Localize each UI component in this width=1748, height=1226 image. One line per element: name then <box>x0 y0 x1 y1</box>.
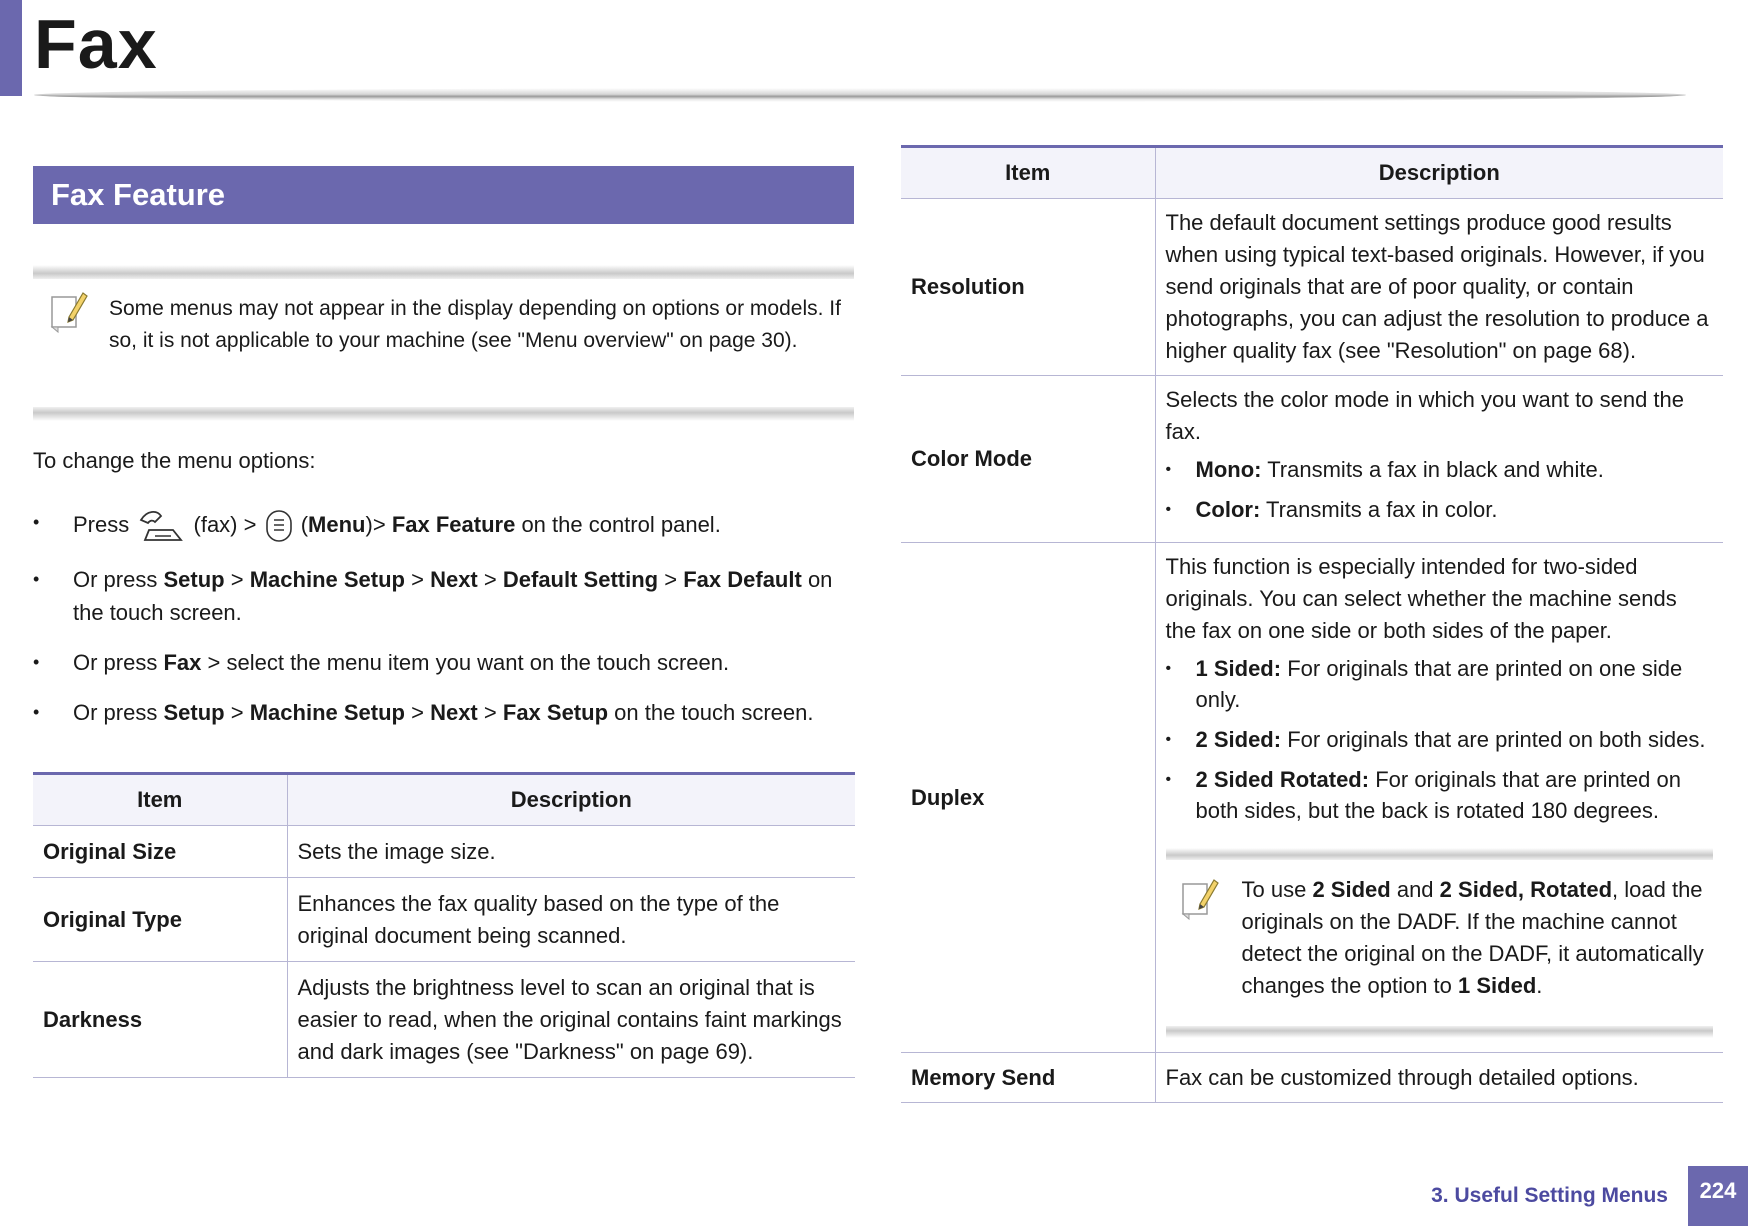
note-part: . <box>1536 973 1543 998</box>
text-sep: > <box>230 700 244 725</box>
option-label: Mono: <box>1195 457 1262 482</box>
table-row-resolution <box>901 199 1723 376</box>
list-item <box>33 506 863 546</box>
table-header-row <box>33 774 855 826</box>
fax-feature-table-right <box>901 145 1723 1103</box>
option-text: For originals that are printed on one side only. <box>1195 656 1683 712</box>
duplex-note-text <box>1242 874 1722 1002</box>
title-divider <box>34 88 1686 102</box>
table-row <box>33 962 855 1078</box>
row-item: Memory Send <box>901 1053 1155 1103</box>
text-tail: on the touch screen. <box>73 567 833 625</box>
text-sep: > <box>664 567 678 592</box>
column-header-item: Item <box>901 147 1155 199</box>
row-item: Resolution <box>901 199 1155 376</box>
text-sep: > <box>411 700 424 725</box>
note-box <box>33 265 854 421</box>
text-machine-setup: Machine Setup <box>249 700 405 725</box>
note-bold: 1 Sided <box>1458 973 1537 998</box>
table-row <box>33 878 855 962</box>
option-label: 2 Sided: <box>1195 727 1282 752</box>
option-label: 1 Sided: <box>1195 656 1282 681</box>
row-description: Adjusts the brightness level to scan an original that is easier to read, when the original contains faint markings and dark images (see "Darkness" on page 69). <box>287 962 855 1078</box>
list-item <box>1166 454 1714 485</box>
table-header-row <box>901 147 1723 199</box>
row-item: Original Size <box>33 826 287 878</box>
list-item <box>33 646 863 679</box>
text-lead: Or press <box>73 567 158 592</box>
option-label: Color: <box>1195 497 1261 522</box>
column-header-item: Item <box>33 774 287 826</box>
duplex-options <box>1166 653 1714 826</box>
table-row-memory-send <box>901 1053 1723 1103</box>
text-sep: > <box>483 700 497 725</box>
text-next: Next <box>430 567 478 592</box>
row-item: Original Type <box>33 878 287 962</box>
text-paren: ( <box>300 511 309 537</box>
row-item: Darkness <box>33 962 287 1078</box>
text-default-setting: Default Setting <box>502 567 659 592</box>
intro-text: To change the menu options: <box>33 448 316 473</box>
text-next: Next <box>430 700 478 725</box>
option-text: For originals that are printed on both sides. <box>1287 727 1706 752</box>
list-item <box>1166 494 1714 525</box>
list-item <box>1166 653 1714 715</box>
option-label: 2 Sided Rotated: <box>1195 767 1370 792</box>
footer-chapter: 3. Useful Setting Menus <box>1431 1184 1668 1207</box>
table-row-duplex <box>901 543 1723 1053</box>
text-tail: on the control panel. <box>521 511 721 537</box>
text-fax: (fax) > <box>193 511 257 537</box>
page-title: Fax <box>34 5 158 83</box>
column-header-description: Description <box>287 774 855 826</box>
text-sep: > <box>230 567 244 592</box>
note-divider-top <box>33 265 854 279</box>
row-description: The default document settings produce good results when using typical text-based originals. However, if you send originals that are of poor quality, or contain photographs, you can adjust the resolution to produce a higher quality fax (see "Resolution" on page 68). <box>1155 199 1723 376</box>
note-divider-top <box>1166 848 1714 860</box>
text-press: Press <box>73 511 130 537</box>
note-pencil-icon <box>49 289 89 335</box>
option-text: Transmits a fax in black and white. <box>1267 457 1604 482</box>
note-bold: 2 Sided <box>1312 877 1391 902</box>
duplex-note-box <box>1166 848 1714 1038</box>
instruction-list <box>33 506 863 746</box>
text-menu: Menu <box>308 511 366 537</box>
option-text: For originals that are printed on both sides, but the back is rotated 180 degrees. <box>1195 767 1681 823</box>
text-paren-close: )> <box>365 511 386 537</box>
note-part: and <box>1396 877 1434 902</box>
row-item: Duplex <box>901 543 1155 1053</box>
row-item: Color Mode <box>901 376 1155 543</box>
color-mode-description: Selects the color mode in which you want to send the fax. <box>1165 387 1685 444</box>
note-part: To use <box>1241 877 1307 902</box>
color-mode-options <box>1166 454 1714 525</box>
text-setup: Setup <box>163 567 225 592</box>
duplex-description: This function is especially intended for two-sided originals. You can select whether the machine sends the fax on one side or both sides of the paper. <box>1165 554 1677 643</box>
text-fax-feature: Fax Feature <box>391 511 516 537</box>
text-machine-setup: Machine Setup <box>249 567 405 592</box>
note-divider-bottom <box>33 407 854 421</box>
page-number: 224 <box>1688 1166 1748 1226</box>
row-description: Fax can be customized through detailed options. <box>1155 1053 1723 1103</box>
text-setup: Setup <box>163 700 225 725</box>
note-part: , load the originals on the DADF. If the machine cannot detect the original on the DADF, it automatically changes the option to <box>1241 877 1704 998</box>
text-fax-default: Fax Default <box>683 567 802 592</box>
option-text: Transmits a fax in color. <box>1265 497 1498 522</box>
text-tail: > select the menu item you want on the touch screen. <box>207 650 730 675</box>
page-footer <box>1431 1166 1748 1226</box>
text-fax-setup: Fax Setup <box>502 700 609 725</box>
list-item <box>1166 724 1714 755</box>
text-fax: Fax <box>163 650 202 675</box>
note-pencil-icon <box>1180 876 1220 922</box>
list-item <box>33 696 863 729</box>
fax-feature-table-left <box>33 772 855 1078</box>
note-divider-bottom <box>1166 1026 1714 1038</box>
menu-icon <box>263 508 295 544</box>
note-text: Some menus may not appear in the display depending on options or models. If so, it is not applicable to your machine (see "Menu overview" on page 30). <box>109 297 841 352</box>
text-sep: > <box>411 567 424 592</box>
header-accent-bar <box>0 0 22 96</box>
table-row <box>33 826 855 878</box>
section-heading: Fax Feature <box>33 166 854 224</box>
fax-icon <box>135 506 187 546</box>
list-item <box>33 563 863 629</box>
text-tail: on the touch screen. <box>614 700 814 725</box>
row-description: Enhances the fax quality based on the type of the original document being scanned. <box>287 878 855 962</box>
row-description: Sets the image size. <box>287 826 855 878</box>
row-description <box>1155 543 1723 1053</box>
note-bold: 2 Sided, Rotated <box>1439 877 1613 902</box>
text-lead: Or press <box>73 700 158 725</box>
text-lead: Or press <box>73 650 158 675</box>
text-sep: > <box>483 567 497 592</box>
column-header-description: Description <box>1155 147 1723 199</box>
list-item <box>1166 764 1714 826</box>
table-row-color-mode <box>901 376 1723 543</box>
row-description <box>1155 376 1723 543</box>
